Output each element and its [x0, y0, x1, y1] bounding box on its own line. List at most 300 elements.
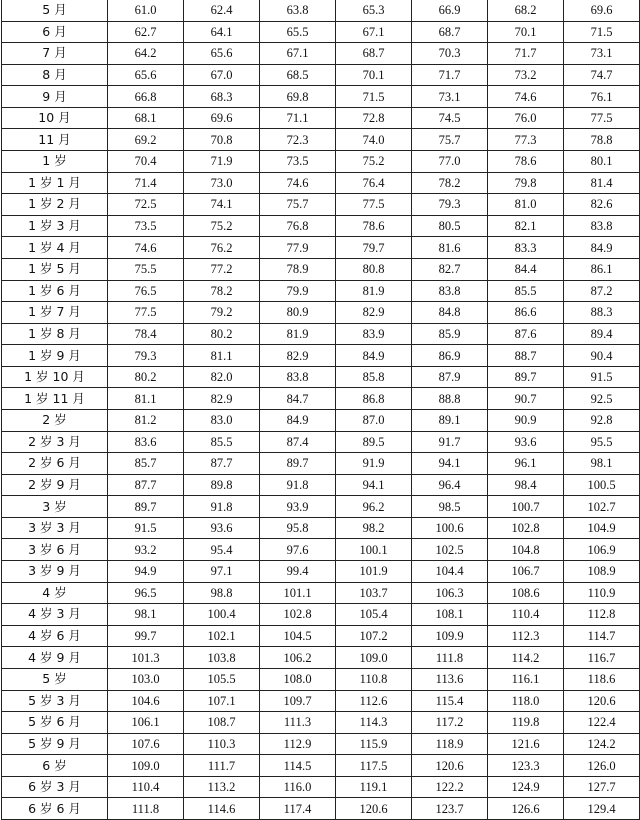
value-cell: 95.4	[184, 539, 260, 561]
value-cell: 102.5	[412, 539, 488, 561]
age-cell: 5 岁 9 月	[2, 733, 108, 755]
age-cell: 3 岁 6 月	[2, 539, 108, 561]
value-cell: 72.3	[260, 129, 336, 151]
value-cell: 64.2	[108, 43, 184, 65]
value-cell: 68.5	[260, 64, 336, 86]
value-cell: 81.1	[184, 345, 260, 367]
value-cell: 98.1	[108, 604, 184, 626]
value-cell: 75.7	[412, 129, 488, 151]
value-cell: 86.1	[564, 258, 640, 280]
value-cell: 77.2	[184, 258, 260, 280]
value-cell: 68.2	[488, 0, 564, 21]
value-cell: 105.4	[336, 604, 412, 626]
value-cell: 80.1	[564, 151, 640, 173]
value-cell: 108.9	[564, 561, 640, 583]
table-row	[2, 388, 640, 410]
value-cell: 106.9	[564, 539, 640, 561]
value-cell: 76.5	[108, 280, 184, 302]
value-cell: 68.3	[184, 86, 260, 108]
age-cell: 3 岁	[2, 496, 108, 518]
value-cell: 101.9	[336, 561, 412, 583]
height-reference-table	[1, 0, 640, 820]
value-cell: 116.7	[564, 647, 640, 669]
value-cell: 99.7	[108, 625, 184, 647]
value-cell: 69.6	[184, 107, 260, 129]
value-cell: 65.5	[260, 21, 336, 43]
table-row	[2, 604, 640, 626]
value-cell: 77.5	[564, 107, 640, 129]
age-cell: 2 岁 3 月	[2, 431, 108, 453]
value-cell: 114.6	[184, 798, 260, 820]
value-cell: 107.6	[108, 733, 184, 755]
age-cell: 6 月	[2, 21, 108, 43]
value-cell: 69.8	[260, 86, 336, 108]
age-cell: 1 岁 1 月	[2, 172, 108, 194]
value-cell: 77.0	[412, 151, 488, 173]
table-row	[2, 582, 640, 604]
table-row	[2, 86, 640, 108]
value-cell: 116.0	[260, 776, 336, 798]
value-cell: 98.8	[184, 582, 260, 604]
value-cell: 96.1	[488, 453, 564, 475]
value-cell: 75.7	[260, 194, 336, 216]
value-cell: 84.9	[336, 345, 412, 367]
value-cell: 91.7	[412, 431, 488, 453]
value-cell: 80.8	[336, 258, 412, 280]
table-body	[2, 0, 640, 819]
age-cell: 11 月	[2, 129, 108, 151]
table-row	[2, 345, 640, 367]
age-cell: 5 岁 6 月	[2, 712, 108, 734]
age-cell: 4 岁 3 月	[2, 604, 108, 626]
value-cell: 102.8	[260, 604, 336, 626]
value-cell: 80.2	[184, 323, 260, 345]
value-cell: 83.6	[108, 431, 184, 453]
value-cell: 87.0	[336, 409, 412, 431]
table-row	[2, 64, 640, 86]
table-row	[2, 366, 640, 388]
age-cell: 3 岁 9 月	[2, 561, 108, 583]
age-cell: 6 岁 3 月	[2, 776, 108, 798]
value-cell: 87.7	[184, 453, 260, 475]
age-cell: 9 月	[2, 86, 108, 108]
value-cell: 80.9	[260, 302, 336, 324]
table-row	[2, 107, 640, 129]
value-cell: 126.0	[564, 755, 640, 777]
age-cell: 4 岁 6 月	[2, 625, 108, 647]
table-row	[2, 280, 640, 302]
value-cell: 97.1	[184, 561, 260, 583]
value-cell: 87.4	[260, 431, 336, 453]
age-cell: 5 岁 3 月	[2, 690, 108, 712]
value-cell: 71.7	[412, 64, 488, 86]
value-cell: 87.9	[412, 366, 488, 388]
value-cell: 112.9	[260, 733, 336, 755]
value-cell: 84.7	[260, 388, 336, 410]
value-cell: 92.8	[564, 409, 640, 431]
table-row	[2, 733, 640, 755]
value-cell: 82.9	[184, 388, 260, 410]
value-cell: 79.2	[184, 302, 260, 324]
value-cell: 114.5	[260, 755, 336, 777]
value-cell: 110.9	[564, 582, 640, 604]
value-cell: 75.2	[184, 215, 260, 237]
value-cell: 106.2	[260, 647, 336, 669]
age-cell: 1 岁 6 月	[2, 280, 108, 302]
value-cell: 109.0	[108, 755, 184, 777]
value-cell: 96.2	[336, 496, 412, 518]
value-cell: 61.0	[108, 0, 184, 21]
value-cell: 75.5	[108, 258, 184, 280]
value-cell: 82.7	[412, 258, 488, 280]
value-cell: 91.5	[564, 366, 640, 388]
value-cell: 107.2	[336, 625, 412, 647]
value-cell: 81.1	[108, 388, 184, 410]
table-row	[2, 647, 640, 669]
value-cell: 76.1	[564, 86, 640, 108]
value-cell: 110.8	[336, 668, 412, 690]
value-cell: 70.3	[412, 43, 488, 65]
value-cell: 73.0	[184, 172, 260, 194]
value-cell: 126.6	[488, 798, 564, 820]
value-cell: 74.6	[488, 86, 564, 108]
value-cell: 86.8	[336, 388, 412, 410]
value-cell: 65.6	[184, 43, 260, 65]
age-cell: 1 岁 2 月	[2, 194, 108, 216]
value-cell: 77.5	[336, 194, 412, 216]
table-row	[2, 474, 640, 496]
value-cell: 73.5	[260, 151, 336, 173]
value-cell: 69.6	[564, 0, 640, 21]
value-cell: 108.6	[488, 582, 564, 604]
value-cell: 118.0	[488, 690, 564, 712]
value-cell: 117.5	[336, 755, 412, 777]
value-cell: 84.9	[564, 237, 640, 259]
value-cell: 78.6	[336, 215, 412, 237]
value-cell: 98.1	[564, 453, 640, 475]
value-cell: 74.6	[108, 237, 184, 259]
value-cell: 85.8	[336, 366, 412, 388]
value-cell: 71.1	[260, 107, 336, 129]
value-cell: 81.2	[108, 409, 184, 431]
value-cell: 122.2	[412, 776, 488, 798]
table-row	[2, 237, 640, 259]
value-cell: 100.7	[488, 496, 564, 518]
age-cell: 2 岁 6 月	[2, 453, 108, 475]
age-cell: 1 岁 10 月	[2, 366, 108, 388]
value-cell: 110.3	[184, 733, 260, 755]
value-cell: 84.4	[488, 258, 564, 280]
value-cell: 74.1	[184, 194, 260, 216]
value-cell: 120.6	[412, 755, 488, 777]
value-cell: 86.9	[412, 345, 488, 367]
value-cell: 108.1	[412, 604, 488, 626]
table-row	[2, 776, 640, 798]
table-row	[2, 258, 640, 280]
value-cell: 118.9	[412, 733, 488, 755]
value-cell: 79.9	[260, 280, 336, 302]
value-cell: 71.5	[564, 21, 640, 43]
value-cell: 112.3	[488, 625, 564, 647]
age-cell: 1 岁 8 月	[2, 323, 108, 345]
value-cell: 83.8	[260, 366, 336, 388]
value-cell: 102.8	[488, 517, 564, 539]
value-cell: 78.8	[564, 129, 640, 151]
table-row	[2, 302, 640, 324]
value-cell: 66.9	[412, 0, 488, 21]
value-cell: 113.6	[412, 668, 488, 690]
value-cell: 121.6	[488, 733, 564, 755]
value-cell: 88.3	[564, 302, 640, 324]
value-cell: 87.6	[488, 323, 564, 345]
value-cell: 70.1	[488, 21, 564, 43]
value-cell: 72.5	[108, 194, 184, 216]
value-cell: 111.8	[108, 798, 184, 820]
value-cell: 62.7	[108, 21, 184, 43]
age-cell: 8 月	[2, 64, 108, 86]
value-cell: 120.6	[564, 690, 640, 712]
value-cell: 83.3	[488, 237, 564, 259]
value-cell: 73.1	[564, 43, 640, 65]
age-cell: 6 岁	[2, 755, 108, 777]
table-row	[2, 172, 640, 194]
value-cell: 80.5	[412, 215, 488, 237]
value-cell: 90.4	[564, 345, 640, 367]
value-cell: 120.6	[336, 798, 412, 820]
value-cell: 111.8	[412, 647, 488, 669]
value-cell: 73.5	[108, 215, 184, 237]
value-cell: 96.4	[412, 474, 488, 496]
age-cell: 1 岁 5 月	[2, 258, 108, 280]
value-cell: 67.1	[260, 43, 336, 65]
value-cell: 110.4	[108, 776, 184, 798]
value-cell: 89.4	[564, 323, 640, 345]
value-cell: 86.6	[488, 302, 564, 324]
value-cell: 106.7	[488, 561, 564, 583]
value-cell: 90.9	[488, 409, 564, 431]
age-cell: 4 岁	[2, 582, 108, 604]
value-cell: 73.2	[488, 64, 564, 86]
value-cell: 129.4	[564, 798, 640, 820]
value-cell: 94.1	[336, 474, 412, 496]
value-cell: 71.4	[108, 172, 184, 194]
value-cell: 109.0	[336, 647, 412, 669]
value-cell: 82.9	[336, 302, 412, 324]
value-cell: 97.6	[260, 539, 336, 561]
table-row	[2, 539, 640, 561]
value-cell: 83.9	[336, 323, 412, 345]
value-cell: 93.6	[488, 431, 564, 453]
value-cell: 75.2	[336, 151, 412, 173]
value-cell: 78.4	[108, 323, 184, 345]
value-cell: 100.6	[412, 517, 488, 539]
value-cell: 67.0	[184, 64, 260, 86]
value-cell: 77.3	[488, 129, 564, 151]
value-cell: 111.7	[184, 755, 260, 777]
table-row	[2, 668, 640, 690]
value-cell: 76.0	[488, 107, 564, 129]
age-cell: 5 月	[2, 0, 108, 21]
value-cell: 117.4	[260, 798, 336, 820]
value-cell: 82.1	[488, 215, 564, 237]
value-cell: 67.1	[336, 21, 412, 43]
value-cell: 109.7	[260, 690, 336, 712]
value-cell: 70.8	[184, 129, 260, 151]
value-cell: 100.1	[336, 539, 412, 561]
value-cell: 70.1	[336, 64, 412, 86]
value-cell: 76.2	[184, 237, 260, 259]
value-cell: 104.4	[412, 561, 488, 583]
value-cell: 83.8	[564, 215, 640, 237]
value-cell: 91.8	[260, 474, 336, 496]
value-cell: 103.7	[336, 582, 412, 604]
age-cell: 5 岁	[2, 668, 108, 690]
table-row	[2, 21, 640, 43]
value-cell: 81.9	[260, 323, 336, 345]
value-cell: 63.8	[260, 0, 336, 21]
value-cell: 85.5	[488, 280, 564, 302]
value-cell: 90.7	[488, 388, 564, 410]
value-cell: 89.7	[260, 453, 336, 475]
value-cell: 76.4	[336, 172, 412, 194]
value-cell: 62.4	[184, 0, 260, 21]
age-cell: 4 岁 9 月	[2, 647, 108, 669]
value-cell: 74.7	[564, 64, 640, 86]
value-cell: 106.1	[108, 712, 184, 734]
value-cell: 110.4	[488, 604, 564, 626]
value-cell: 89.8	[184, 474, 260, 496]
age-cell: 6 岁 6 月	[2, 798, 108, 820]
value-cell: 89.5	[336, 431, 412, 453]
value-cell: 104.8	[488, 539, 564, 561]
value-cell: 82.9	[260, 345, 336, 367]
table-row	[2, 43, 640, 65]
value-cell: 93.9	[260, 496, 336, 518]
value-cell: 100.4	[184, 604, 260, 626]
value-cell: 81.4	[564, 172, 640, 194]
value-cell: 68.7	[412, 21, 488, 43]
value-cell: 98.4	[488, 474, 564, 496]
value-cell: 112.6	[336, 690, 412, 712]
value-cell: 69.2	[108, 129, 184, 151]
table-row	[2, 690, 640, 712]
value-cell: 109.9	[412, 625, 488, 647]
value-cell: 89.7	[488, 366, 564, 388]
table-row	[2, 712, 640, 734]
age-cell: 1 岁 11 月	[2, 388, 108, 410]
value-cell: 91.5	[108, 517, 184, 539]
value-cell: 104.9	[564, 517, 640, 539]
value-cell: 103.0	[108, 668, 184, 690]
value-cell: 100.5	[564, 474, 640, 496]
table-row	[2, 798, 640, 820]
value-cell: 77.9	[260, 237, 336, 259]
value-cell: 70.4	[108, 151, 184, 173]
age-cell: 2 岁	[2, 409, 108, 431]
value-cell: 113.2	[184, 776, 260, 798]
table-row	[2, 323, 640, 345]
value-cell: 89.7	[108, 496, 184, 518]
age-cell: 1 岁 4 月	[2, 237, 108, 259]
table-row	[2, 0, 640, 21]
age-cell: 7 月	[2, 43, 108, 65]
value-cell: 64.1	[184, 21, 260, 43]
value-cell: 118.6	[564, 668, 640, 690]
value-cell: 124.2	[564, 733, 640, 755]
value-cell: 82.6	[564, 194, 640, 216]
value-cell: 65.3	[336, 0, 412, 21]
value-cell: 68.7	[336, 43, 412, 65]
value-cell: 81.6	[412, 237, 488, 259]
value-cell: 72.8	[336, 107, 412, 129]
value-cell: 95.8	[260, 517, 336, 539]
value-cell: 115.4	[412, 690, 488, 712]
table-row	[2, 625, 640, 647]
value-cell: 115.9	[336, 733, 412, 755]
value-cell: 87.7	[108, 474, 184, 496]
table-row	[2, 517, 640, 539]
value-cell: 66.8	[108, 86, 184, 108]
value-cell: 79.8	[488, 172, 564, 194]
value-cell: 108.7	[184, 712, 260, 734]
value-cell: 107.1	[184, 690, 260, 712]
value-cell: 104.6	[108, 690, 184, 712]
value-cell: 117.2	[412, 712, 488, 734]
table-row	[2, 496, 640, 518]
value-cell: 78.2	[412, 172, 488, 194]
age-cell: 2 岁 9 月	[2, 474, 108, 496]
age-cell: 10 月	[2, 107, 108, 129]
value-cell: 79.3	[412, 194, 488, 216]
value-cell: 93.6	[184, 517, 260, 539]
value-cell: 99.4	[260, 561, 336, 583]
value-cell: 114.7	[564, 625, 640, 647]
value-cell: 78.2	[184, 280, 260, 302]
value-cell: 124.9	[488, 776, 564, 798]
value-cell: 79.7	[336, 237, 412, 259]
value-cell: 102.1	[184, 625, 260, 647]
value-cell: 71.9	[184, 151, 260, 173]
value-cell: 85.9	[412, 323, 488, 345]
age-cell: 1 岁 7 月	[2, 302, 108, 324]
value-cell: 92.5	[564, 388, 640, 410]
value-cell: 78.6	[488, 151, 564, 173]
table-row	[2, 755, 640, 777]
value-cell: 104.5	[260, 625, 336, 647]
value-cell: 103.8	[184, 647, 260, 669]
value-cell: 119.1	[336, 776, 412, 798]
table-row	[2, 409, 640, 431]
value-cell: 91.8	[184, 496, 260, 518]
value-cell: 88.7	[488, 345, 564, 367]
value-cell: 88.8	[412, 388, 488, 410]
value-cell: 95.5	[564, 431, 640, 453]
value-cell: 98.2	[336, 517, 412, 539]
value-cell: 83.0	[184, 409, 260, 431]
value-cell: 114.3	[336, 712, 412, 734]
value-cell: 102.7	[564, 496, 640, 518]
value-cell: 91.9	[336, 453, 412, 475]
value-cell: 81.9	[336, 280, 412, 302]
value-cell: 74.6	[260, 172, 336, 194]
value-cell: 114.2	[488, 647, 564, 669]
value-cell: 87.2	[564, 280, 640, 302]
value-cell: 84.9	[260, 409, 336, 431]
table-row	[2, 129, 640, 151]
value-cell: 111.3	[260, 712, 336, 734]
value-cell: 101.1	[260, 582, 336, 604]
value-cell: 83.8	[412, 280, 488, 302]
